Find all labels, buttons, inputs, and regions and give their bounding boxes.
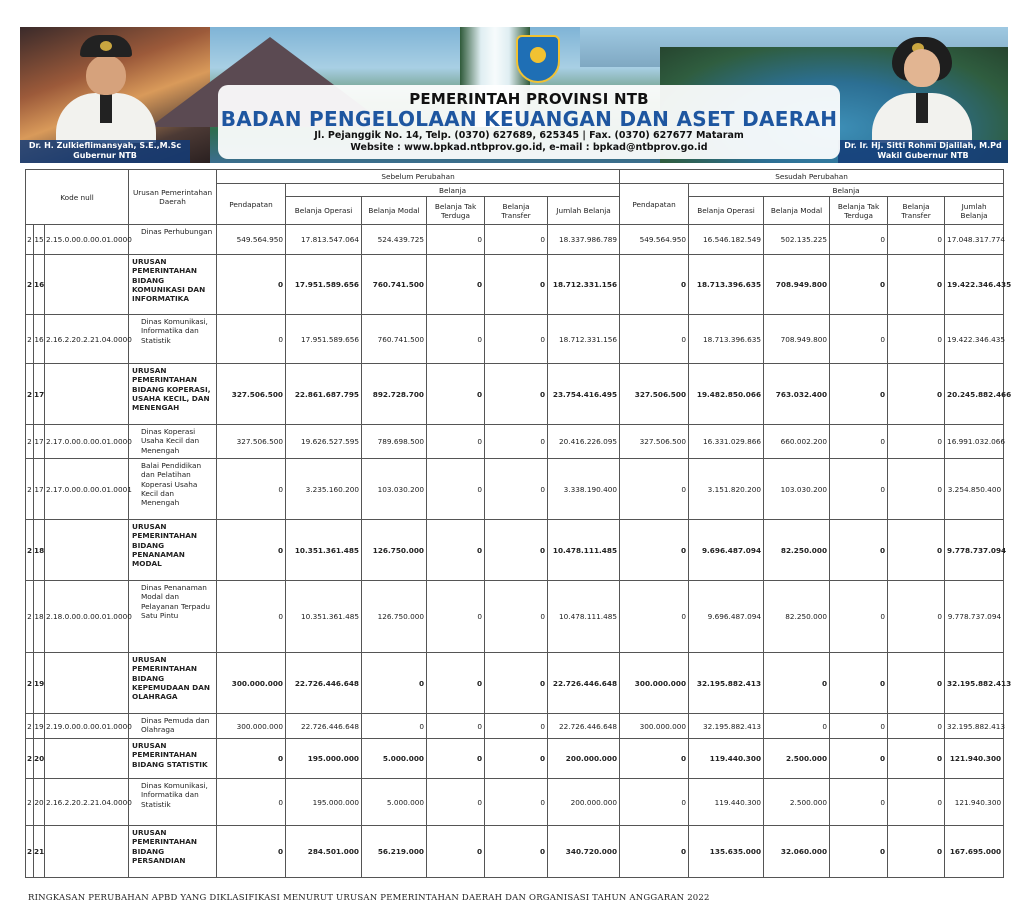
- belanja-operasi-sesudah: 32.195.882.413: [689, 714, 764, 739]
- governor-name: Dr. H. Zulkieflimansyah, S.E.,M.Sc: [28, 141, 182, 150]
- belanja-modal-sebelum: 892.728.700: [362, 364, 427, 425]
- header-belanja-tak-terduga: Belanja Tak Terduga: [427, 197, 485, 225]
- belanja-transfer-sesudah: 0: [888, 581, 945, 653]
- belanja-tak-terduga-sebelum: 0: [427, 520, 485, 581]
- urusan-name: URUSAN PEMERINTAHAN BIDANG STATISTIK: [129, 739, 217, 779]
- kode-organisasi: 2.17.0.00.0.00.01.0000: [45, 425, 129, 459]
- belanja-tak-terduga-sesudah: 0: [830, 653, 888, 714]
- pendapatan-sebelum: 0: [217, 581, 286, 653]
- belanja-transfer-sebelum: 0: [485, 315, 548, 364]
- kode-organisasi: 2.19.0.00.0.00.01.0000: [45, 714, 129, 739]
- jumlah-belanja-sebelum: 10.478.111.485: [548, 520, 620, 581]
- belanja-tak-terduga-sebelum: 0: [427, 581, 485, 653]
- kode-bidang: 16: [34, 255, 45, 315]
- belanja-transfer-sesudah: 0: [888, 520, 945, 581]
- pendapatan-sesudah: 0: [620, 779, 689, 826]
- belanja-transfer-sesudah: 0: [888, 739, 945, 779]
- jumlah-belanja-sebelum: 22.726.446.648: [548, 653, 620, 714]
- belanja-modal-sesudah: 0: [764, 714, 830, 739]
- jumlah-belanja-sebelum: 3.338.190.400: [548, 459, 620, 520]
- kode-organisasi: [45, 520, 129, 581]
- belanja-operasi-sesudah: 16.331.029.866: [689, 425, 764, 459]
- jumlah-belanja-sesudah: 32.195.882.413: [945, 714, 1004, 739]
- header-pendapatan-sebelum: Pendapatan: [217, 184, 286, 225]
- header-belanja-tak-terduga: Belanja Tak Terduga: [830, 197, 888, 225]
- kode-organisasi: 2.17.0.00.0.00.01.0001: [45, 459, 129, 520]
- kode-organisasi: [45, 826, 129, 878]
- jumlah-belanja-sesudah: 17.048.317.774: [945, 225, 1004, 255]
- kode-bidang: 16: [34, 315, 45, 364]
- belanja-modal-sebelum: 760.741.500: [362, 255, 427, 315]
- belanja-transfer-sebelum: 0: [485, 520, 548, 581]
- agency-address: Jl. Pejanggik No. 14, Telp. (0370) 627689, 625345 | Fax. (0370) 627677 Mataram: [314, 130, 744, 141]
- kode-organisasi: [45, 653, 129, 714]
- urusan-name: Dinas Komunikasi, Informatika dan Statistik: [129, 779, 217, 826]
- belanja-transfer-sebelum: 0: [485, 255, 548, 315]
- belanja-operasi-sebelum: 10.351.361.485: [286, 520, 362, 581]
- pendapatan-sebelum: 300.000.000: [217, 714, 286, 739]
- kode-bidang: 18: [34, 520, 45, 581]
- kode-bidang: 17: [34, 459, 45, 520]
- header-jumlah-belanja: Jumlah Belanja: [548, 197, 620, 225]
- belanja-transfer-sebelum: 0: [485, 225, 548, 255]
- kode-organisasi: [45, 739, 129, 779]
- belanja-tak-terduga-sebelum: 0: [427, 826, 485, 878]
- belanja-operasi-sebelum: 22.726.446.648: [286, 653, 362, 714]
- belanja-modal-sebelum: 126.750.000: [362, 581, 427, 653]
- budget-table-body: [26, 225, 1012, 878]
- kode-urusan: 2: [26, 255, 34, 315]
- urusan-name: URUSAN PEMERINTAHAN BIDANG KEPEMUDAAN DAN OLAHRAGA: [129, 653, 217, 714]
- belanja-modal-sesudah: 708.949.800: [764, 255, 830, 315]
- jumlah-belanja-sesudah: 121.940.300: [945, 779, 1004, 826]
- kode-bidang: 19: [34, 714, 45, 739]
- kode-organisasi: 2.18.0.00.0.00.01.0000: [45, 581, 129, 653]
- table-row: [26, 255, 1004, 315]
- urusan-name: Dinas Perhubungan: [129, 225, 217, 255]
- budget-table: [25, 169, 1012, 878]
- belanja-tak-terduga-sebelum: 0: [427, 739, 485, 779]
- belanja-tak-terduga-sesudah: 0: [830, 225, 888, 255]
- table-row: [26, 581, 1004, 653]
- kode-bidang: 20: [34, 779, 45, 826]
- pendapatan-sesudah: 327.506.500: [620, 364, 689, 425]
- urusan-name: Dinas Pemuda dan Olahraga: [129, 714, 217, 739]
- jumlah-belanja-sesudah: 32.195.882.413: [945, 653, 1004, 714]
- belanja-operasi-sesudah: 19.482.850.066: [689, 364, 764, 425]
- belanja-tak-terduga-sebelum: 0: [427, 364, 485, 425]
- pendapatan-sebelum: 0: [217, 739, 286, 779]
- belanja-tak-terduga-sesudah: 0: [830, 826, 888, 878]
- belanja-transfer-sesudah: 0: [888, 425, 945, 459]
- kode-bidang: 19: [34, 653, 45, 714]
- belanja-modal-sesudah: 2.500.000: [764, 779, 830, 826]
- table-row: [26, 425, 1004, 459]
- kode-urusan: 2: [26, 315, 34, 364]
- pendapatan-sebelum: 549.564.950: [217, 225, 286, 255]
- kode-bidang: 18: [34, 581, 45, 653]
- jumlah-belanja-sebelum: 23.754.416.495: [548, 364, 620, 425]
- governor-portrait: [46, 33, 166, 141]
- belanja-modal-sebelum: 5.000.000: [362, 739, 427, 779]
- header-sesudah: Sesudah Perubahan: [620, 170, 1004, 184]
- kode-bidang: 17: [34, 425, 45, 459]
- belanja-tak-terduga-sesudah: 0: [830, 714, 888, 739]
- belanja-operasi-sebelum: 284.501.000: [286, 826, 362, 878]
- pendapatan-sebelum: 0: [217, 255, 286, 315]
- belanja-operasi-sebelum: 22.726.446.648: [286, 714, 362, 739]
- table-row: [26, 826, 1004, 878]
- table-row: [26, 315, 1004, 364]
- belanja-tak-terduga-sesudah: 0: [830, 315, 888, 364]
- pendapatan-sesudah: 0: [620, 739, 689, 779]
- table-row: [26, 225, 1004, 255]
- header-belanja-modal: Belanja Modal: [764, 197, 830, 225]
- vice-governor-name: Dr. Ir. Hj. Sitti Rohmi Djalilah, M.Pd: [844, 141, 1002, 150]
- kode-organisasi: 2.16.2.20.2.21.04.0000: [45, 779, 129, 826]
- table-row: [26, 739, 1004, 779]
- pendapatan-sebelum: 0: [217, 459, 286, 520]
- jumlah-belanja-sesudah: 9.778.737.094: [945, 520, 1004, 581]
- belanja-modal-sebelum: 0: [362, 714, 427, 739]
- jumlah-belanja-sesudah: 19.422.346.435: [945, 315, 1004, 364]
- belanja-modal-sebelum: 5.000.000: [362, 779, 427, 826]
- belanja-modal-sesudah: 82.250.000: [764, 581, 830, 653]
- jumlah-belanja-sebelum: 22.726.446.648: [548, 714, 620, 739]
- belanja-modal-sesudah: 82.250.000: [764, 520, 830, 581]
- kode-organisasi: [45, 255, 129, 315]
- belanja-tak-terduga-sebelum: 0: [427, 315, 485, 364]
- vice-governor-portrait: [862, 33, 982, 141]
- title-box: [218, 85, 840, 159]
- government-title: PEMERINTAH PROVINSI NTB: [409, 90, 649, 108]
- kode-urusan: 2: [26, 520, 34, 581]
- jumlah-belanja-sebelum: 200.000.000: [548, 739, 620, 779]
- belanja-operasi-sesudah: 18.713.396.635: [689, 315, 764, 364]
- belanja-tak-terduga-sebelum: 0: [427, 714, 485, 739]
- pendapatan-sesudah: 0: [620, 826, 689, 878]
- belanja-transfer-sebelum: 0: [485, 826, 548, 878]
- kode-organisasi: 2.16.2.20.2.21.04.0000: [45, 315, 129, 364]
- kode-organisasi: 2.15.0.00.0.00.01.0000: [45, 225, 129, 255]
- belanja-modal-sesudah: 660.002.200: [764, 425, 830, 459]
- kode-urusan: 2: [26, 826, 34, 878]
- belanja-transfer-sebelum: 0: [485, 714, 548, 739]
- header-urusan: Urusan Pemerintahan Daerah: [129, 170, 217, 225]
- urusan-name: Dinas Penanaman Modal dan Pelayanan Terpadu Satu Pintu: [129, 581, 217, 653]
- jumlah-belanja-sebelum: 18.712.331.156: [548, 255, 620, 315]
- kode-bidang: 21: [34, 826, 45, 878]
- belanja-modal-sesudah: 2.500.000: [764, 739, 830, 779]
- header-sebelum: Sebelum Perubahan: [217, 170, 620, 184]
- belanja-operasi-sebelum: 195.000.000: [286, 739, 362, 779]
- belanja-modal-sebelum: 760.741.500: [362, 315, 427, 364]
- jumlah-belanja-sesudah: 121.940.300: [945, 739, 1004, 779]
- pendapatan-sesudah: 0: [620, 520, 689, 581]
- kode-organisasi: [45, 364, 129, 425]
- belanja-transfer-sesudah: 0: [888, 714, 945, 739]
- belanja-modal-sesudah: 32.060.000: [764, 826, 830, 878]
- belanja-tak-terduga-sesudah: 0: [830, 520, 888, 581]
- belanja-tak-terduga-sesudah: 0: [830, 364, 888, 425]
- kode-urusan: 2: [26, 714, 34, 739]
- belanja-tak-terduga-sebelum: 0: [427, 225, 485, 255]
- table-row: [26, 714, 1004, 739]
- belanja-operasi-sebelum: 17.951.589.656: [286, 315, 362, 364]
- header-pendapatan-sesudah: Pendapatan: [620, 184, 689, 225]
- belanja-operasi-sebelum: 19.626.527.595: [286, 425, 362, 459]
- jumlah-belanja-sesudah: 16.991.032.066: [945, 425, 1004, 459]
- urusan-name: URUSAN PEMERINTAHAN BIDANG KOPERASI, USAHA KECIL, DAN MENENGAH: [129, 364, 217, 425]
- agency-title: BADAN PENGELOLAAN KEUANGAN DAN ASET DAERAH: [220, 107, 838, 131]
- header-jumlah-belanja: Jumlah Belanja: [945, 197, 1004, 225]
- kode-urusan: 2: [26, 739, 34, 779]
- ntb-emblem-icon: [516, 35, 560, 83]
- pendapatan-sebelum: 327.506.500: [217, 425, 286, 459]
- belanja-tak-terduga-sesudah: 0: [830, 581, 888, 653]
- belanja-operasi-sebelum: 17.951.589.656: [286, 255, 362, 315]
- jumlah-belanja-sesudah: 20.245.882.466: [945, 364, 1004, 425]
- vice-governor-role: Wakil Gubernur NTB: [877, 151, 969, 160]
- jumlah-belanja-sebelum: 10.478.111.485: [548, 581, 620, 653]
- governor-role: Gubernur NTB: [73, 151, 137, 160]
- belanja-operasi-sebelum: 17.813.547.064: [286, 225, 362, 255]
- kode-urusan: 2: [26, 653, 34, 714]
- belanja-operasi-sebelum: 22.861.687.795: [286, 364, 362, 425]
- belanja-transfer-sebelum: 0: [485, 779, 548, 826]
- belanja-operasi-sesudah: 9.696.487.094: [689, 520, 764, 581]
- belanja-operasi-sesudah: 119.440.300: [689, 739, 764, 779]
- belanja-tak-terduga-sesudah: 0: [830, 739, 888, 779]
- urusan-name: Dinas Koperasi Usaha Kecil dan Menengah: [129, 425, 217, 459]
- header-kode: Kode null: [26, 170, 129, 225]
- belanja-tak-terduga-sebelum: 0: [427, 653, 485, 714]
- belanja-transfer-sebelum: 0: [485, 459, 548, 520]
- belanja-transfer-sesudah: 0: [888, 826, 945, 878]
- jumlah-belanja-sebelum: 18.712.331.156: [548, 315, 620, 364]
- header-belanja-sebelum: Belanja: [286, 184, 620, 197]
- pendapatan-sebelum: 300.000.000: [217, 653, 286, 714]
- vice-governor-caption: [838, 140, 1008, 163]
- belanja-modal-sebelum: 0: [362, 653, 427, 714]
- kode-urusan: 2: [26, 425, 34, 459]
- belanja-tak-terduga-sebelum: 0: [427, 459, 485, 520]
- belanja-transfer-sebelum: 0: [485, 425, 548, 459]
- belanja-tak-terduga-sebelum: 0: [427, 255, 485, 315]
- belanja-transfer-sesudah: 0: [888, 459, 945, 520]
- header-belanja-modal: Belanja Modal: [362, 197, 427, 225]
- header-belanja-transfer: Belanja Transfer: [888, 197, 945, 225]
- kode-bidang: 15: [34, 225, 45, 255]
- kode-bidang: 17: [34, 364, 45, 425]
- belanja-transfer-sesudah: 0: [888, 255, 945, 315]
- jumlah-belanja-sesudah: 167.695.000: [945, 826, 1004, 878]
- jumlah-belanja-sesudah: 19.422.346.435: [945, 255, 1004, 315]
- pendapatan-sebelum: 0: [217, 826, 286, 878]
- belanja-operasi-sesudah: 135.635.000: [689, 826, 764, 878]
- pendapatan-sesudah: 300.000.000: [620, 653, 689, 714]
- kode-urusan: 2: [26, 581, 34, 653]
- urusan-name: Balai Pendidikan dan Pelatihan Koperasi Usaha Kecil dan Menengah: [129, 459, 217, 520]
- pendapatan-sesudah: 0: [620, 315, 689, 364]
- belanja-transfer-sebelum: 0: [485, 653, 548, 714]
- belanja-transfer-sesudah: 0: [888, 653, 945, 714]
- belanja-operasi-sesudah: 119.440.300: [689, 779, 764, 826]
- pendapatan-sesudah: 0: [620, 459, 689, 520]
- jumlah-belanja-sesudah: 9.778.737.094: [945, 581, 1004, 653]
- table-row: [26, 459, 1004, 520]
- pendapatan-sebelum: 327.506.500: [217, 364, 286, 425]
- jumlah-belanja-sebelum: 20.416.226.095: [548, 425, 620, 459]
- belanja-modal-sesudah: 0: [764, 653, 830, 714]
- belanja-tak-terduga-sebelum: 0: [427, 779, 485, 826]
- kode-urusan: 2: [26, 459, 34, 520]
- table-row: [26, 779, 1004, 826]
- table-row: [26, 364, 1004, 425]
- jumlah-belanja-sesudah: 3.254.850.400: [945, 459, 1004, 520]
- belanja-transfer-sesudah: 0: [888, 225, 945, 255]
- belanja-modal-sebelum: 56.219.000: [362, 826, 427, 878]
- belanja-operasi-sebelum: 195.000.000: [286, 779, 362, 826]
- header-banner: [20, 27, 1008, 163]
- belanja-modal-sebelum: 524.439.725: [362, 225, 427, 255]
- kode-bidang: 20: [34, 739, 45, 779]
- urusan-name: URUSAN PEMERINTAHAN BIDANG PERSANDIAN: [129, 826, 217, 878]
- belanja-operasi-sesudah: 9.696.487.094: [689, 581, 764, 653]
- table-row: [26, 520, 1004, 581]
- pendapatan-sesudah: 300.000.000: [620, 714, 689, 739]
- belanja-modal-sesudah: 103.030.200: [764, 459, 830, 520]
- belanja-operasi-sebelum: 10.351.361.485: [286, 581, 362, 653]
- kode-urusan: 2: [26, 364, 34, 425]
- header-belanja-operasi: Belanja Operasi: [286, 197, 362, 225]
- belanja-operasi-sesudah: 3.151.820.200: [689, 459, 764, 520]
- belanja-operasi-sesudah: 18.713.396.635: [689, 255, 764, 315]
- belanja-modal-sesudah: 763.032.400: [764, 364, 830, 425]
- belanja-transfer-sebelum: 0: [485, 739, 548, 779]
- jumlah-belanja-sebelum: 340.720.000: [548, 826, 620, 878]
- jumlah-belanja-sebelum: 200.000.000: [548, 779, 620, 826]
- pendapatan-sebelum: 0: [217, 520, 286, 581]
- governor-caption: [20, 140, 190, 163]
- belanja-tak-terduga-sesudah: 0: [830, 425, 888, 459]
- belanja-modal-sebelum: 789.698.500: [362, 425, 427, 459]
- kode-urusan: 2: [26, 225, 34, 255]
- jumlah-belanja-sebelum: 18.337.986.789: [548, 225, 620, 255]
- header-belanja-operasi: Belanja Operasi: [689, 197, 764, 225]
- belanja-operasi-sesudah: 16.546.182.549: [689, 225, 764, 255]
- belanja-modal-sebelum: 103.030.200: [362, 459, 427, 520]
- belanja-transfer-sebelum: 0: [485, 581, 548, 653]
- belanja-tak-terduga-sesudah: 0: [830, 459, 888, 520]
- agency-website: Website : www.bpkad.ntbprov.go.id, e-mail : bpkad@ntbprov.go.id: [350, 142, 708, 153]
- pendapatan-sesudah: 0: [620, 255, 689, 315]
- urusan-name: URUSAN PEMERINTAHAN BIDANG KOMUNIKASI DAN INFORMATIKA: [129, 255, 217, 315]
- pendapatan-sebelum: 0: [217, 315, 286, 364]
- urusan-name: URUSAN PEMERINTAHAN BIDANG PENANAMAN MODAL: [129, 520, 217, 581]
- belanja-modal-sebelum: 126.750.000: [362, 520, 427, 581]
- kode-urusan: 2: [26, 779, 34, 826]
- table-row: [26, 653, 1004, 714]
- belanja-transfer-sesudah: 0: [888, 315, 945, 364]
- pendapatan-sesudah: 0: [620, 581, 689, 653]
- belanja-tak-terduga-sesudah: 0: [830, 779, 888, 826]
- urusan-name: Dinas Komunikasi, Informatika dan Statistik: [129, 315, 217, 364]
- header-belanja-sesudah: Belanja: [689, 184, 1004, 197]
- header-belanja-transfer: Belanja Transfer: [485, 197, 548, 225]
- belanja-operasi-sebelum: 3.235.160.200: [286, 459, 362, 520]
- pendapatan-sesudah: 327.506.500: [620, 425, 689, 459]
- pendapatan-sesudah: 549.564.950: [620, 225, 689, 255]
- belanja-tak-terduga-sesudah: 0: [830, 255, 888, 315]
- belanja-modal-sesudah: 708.949.800: [764, 315, 830, 364]
- belanja-modal-sesudah: 502.135.225: [764, 225, 830, 255]
- belanja-transfer-sebelum: 0: [485, 364, 548, 425]
- report-footer-title: RINGKASAN PERUBAHAN APBD YANG DIKLASIFIKASI MENURUT URUSAN PEMERINTAHAN DAERAH DAN ORGANISASI TAHUN ANGGARAN 2022: [28, 893, 710, 903]
- pendapatan-sebelum: 0: [217, 779, 286, 826]
- belanja-tak-terduga-sebelum: 0: [427, 425, 485, 459]
- belanja-operasi-sesudah: 32.195.882.413: [689, 653, 764, 714]
- belanja-transfer-sesudah: 0: [888, 779, 945, 826]
- belanja-transfer-sesudah: 0: [888, 364, 945, 425]
